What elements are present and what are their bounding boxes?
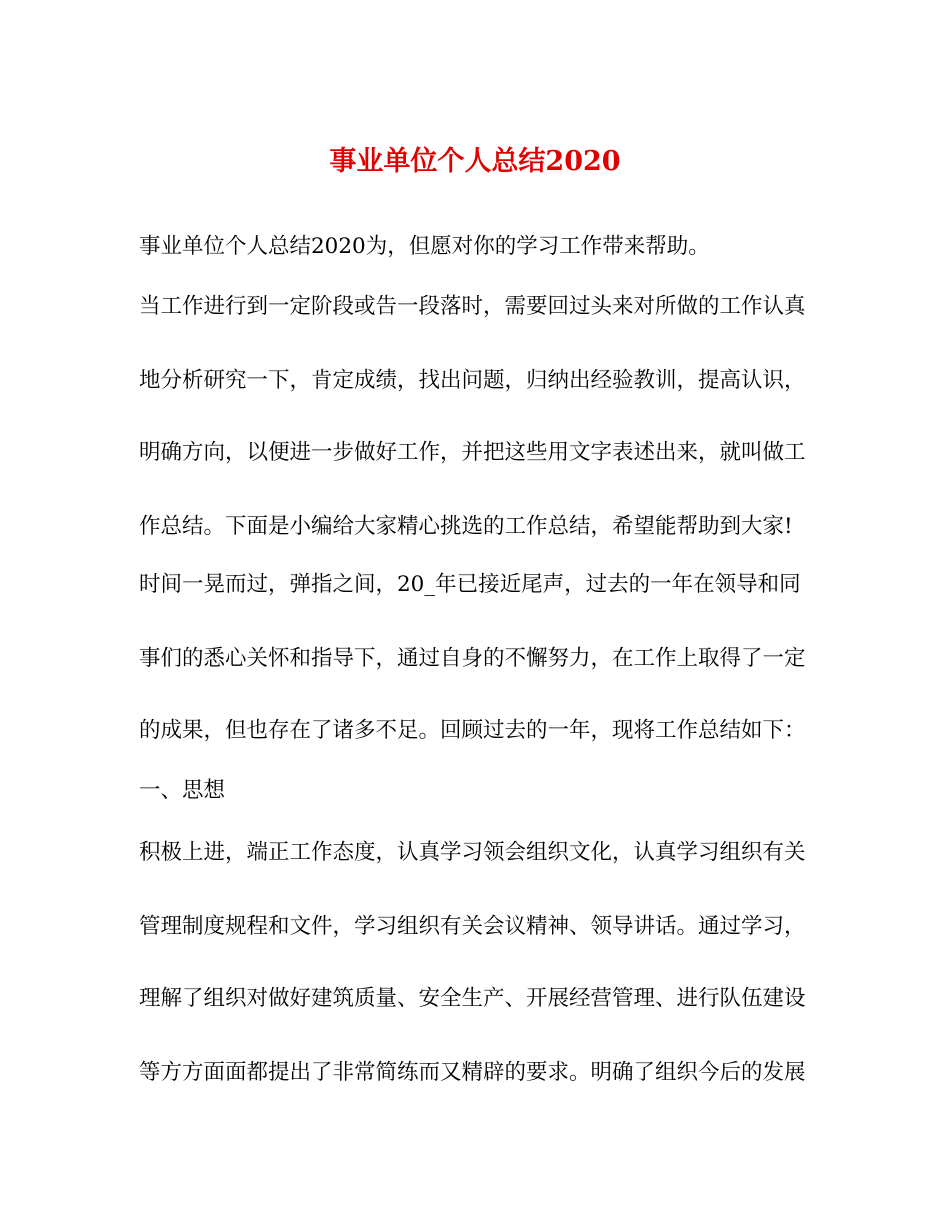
body-line: 的成果，但也存在了诸多不足。回顾过去的一年，现将工作总结如下： (139, 718, 806, 743)
body-line: 明确方向，以便进一步做好工作，并把这些用文字表述出来，就叫做工 (139, 440, 806, 465)
body-line: 事们的悉心关怀和指导下，通过自身的不懈努力，在工作上取得了一定 (139, 646, 806, 671)
body-line: 等方方面面都提出了非常简练而又精辟的要求。明确了组织今后的发展 (139, 1060, 806, 1085)
body-line: 地分析研究一下，肯定成绩，找出问题，归纳出经验教训，提高认识， (139, 368, 806, 393)
section-heading: 一、思想 (139, 778, 226, 803)
document-title: 事业单位个人总结2020 (329, 146, 621, 177)
body-line: 事业单位个人总结2020为，但愿对你的学习工作带来帮助。 (139, 234, 710, 259)
body-line: 作总结。下面是小编给大家精心挑选的工作总结，希望能帮助到大家! (139, 514, 793, 539)
body-line: 当工作进行到一定阶段或告一段落时，需要回过头来对所做的工作认真 (139, 294, 806, 319)
body-line: 理解了组织对做好建筑质量、安全生产、开展经营管理、进行队伍建设 (139, 986, 806, 1011)
body-line: 时间一晃而过，弹指之间，20_年已接近尾声，过去的一年在领导和同 (139, 572, 801, 597)
body-line: 积极上进，端正工作态度，认真学习领会组织文化，认真学习组织有关 (139, 840, 806, 865)
body-line: 管理制度规程和文件，学习组织有关会议精神、领导讲话。通过学习， (139, 914, 806, 939)
